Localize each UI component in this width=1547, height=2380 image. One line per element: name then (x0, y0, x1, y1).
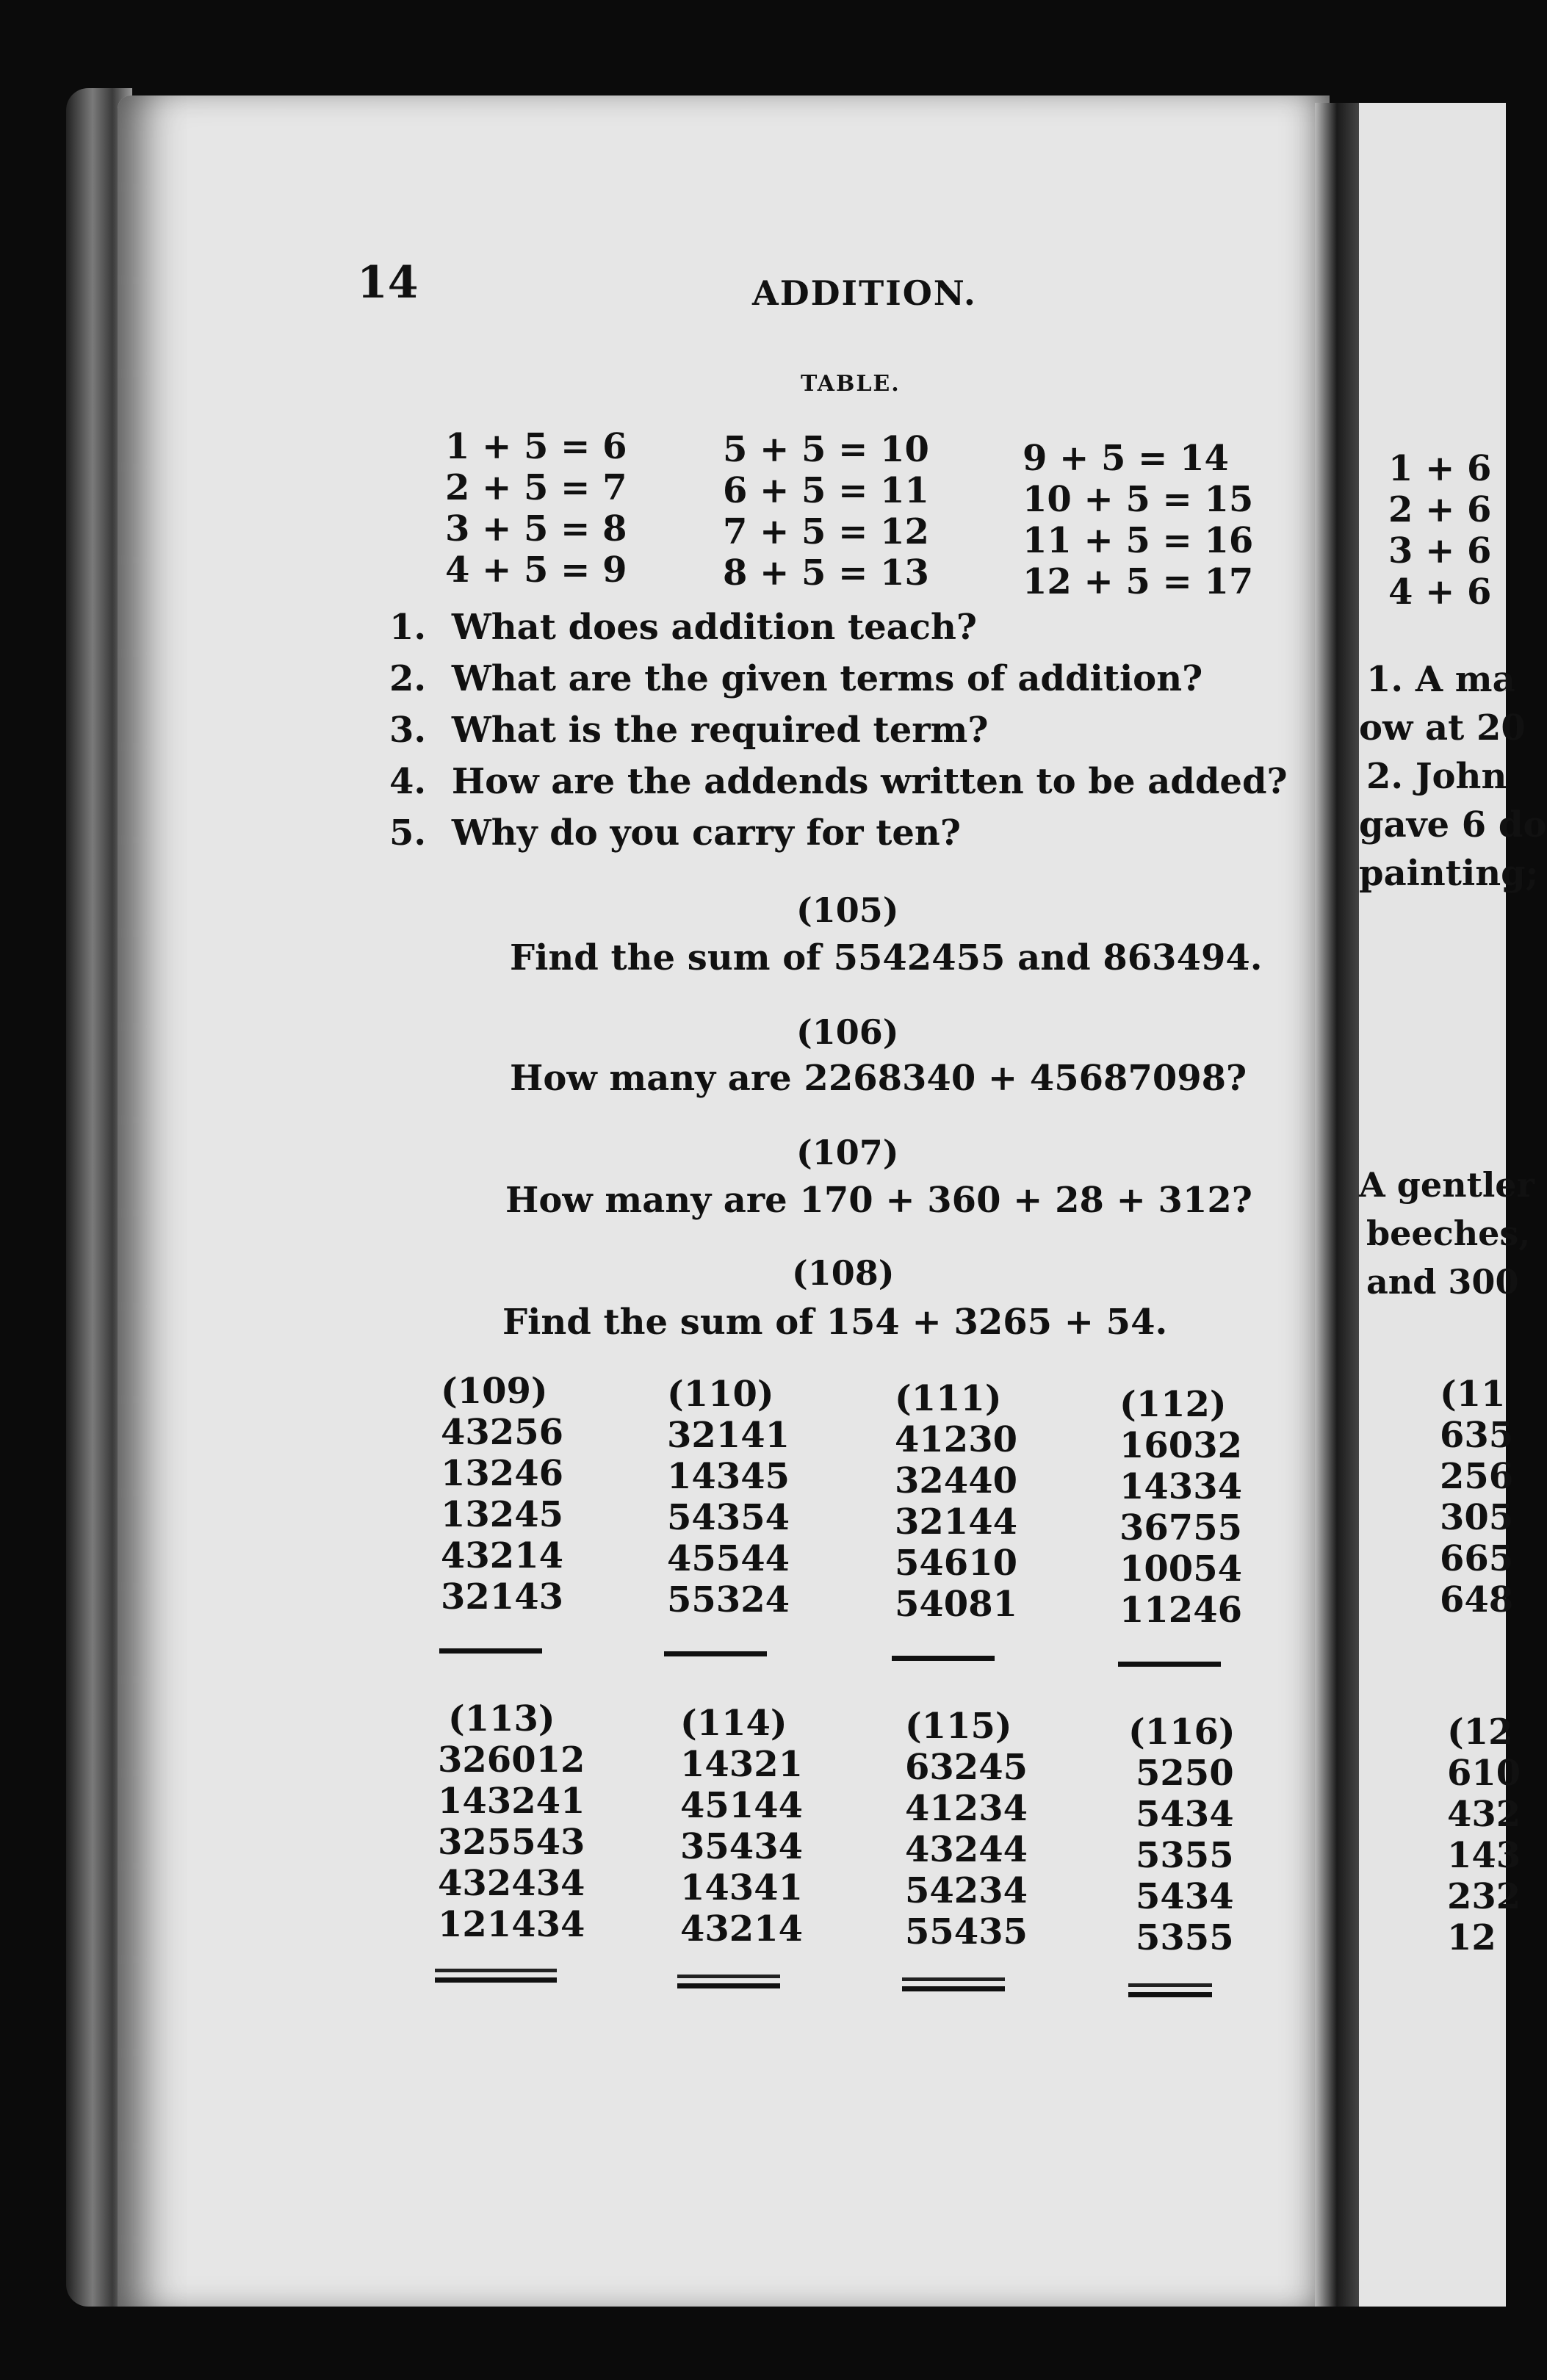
sum-rule (892, 1656, 995, 1661)
problem-number: (108) (792, 1253, 895, 1293)
question-4 (389, 761, 1288, 802)
addend: 54081 (895, 1584, 1017, 1625)
addend: 5250 (1136, 1753, 1234, 1794)
question-number: 3. (389, 710, 427, 751)
addend: 432434 (438, 1863, 585, 1904)
text-line: 1. A ma (1366, 659, 1515, 700)
question-2 (389, 658, 1202, 699)
table-cell: 7 + 5 = 12 (723, 511, 929, 552)
problem-number: (105) (796, 890, 899, 930)
problem-text: Find the sum of 154 + 3265 + 54. (502, 1302, 1168, 1343)
addend: 14341 (680, 1867, 803, 1908)
question-number: 4. (389, 761, 427, 802)
addend: 43214 (441, 1535, 563, 1576)
addend: 43256 (441, 1412, 563, 1453)
sum-rule (664, 1651, 767, 1656)
addend: 45144 (680, 1785, 803, 1826)
column-number: (116) (1128, 1712, 1236, 1753)
table-cell: 9 + 5 = 14 (1023, 438, 1229, 479)
page-number: 14 (357, 257, 419, 309)
table-column-2 (723, 429, 929, 594)
problem-text: How many are 2268340 + 45687098? (510, 1058, 1247, 1099)
problem-number: (106) (796, 1012, 899, 1052)
addend: 32141 (667, 1415, 790, 1456)
table-cell: 1 + 5 = 6 (445, 426, 627, 467)
text-line: beeches, (1366, 1214, 1531, 1253)
table-label: TABLE. (801, 371, 901, 397)
addend: 55324 (667, 1579, 790, 1620)
addend: 43214 (680, 1908, 803, 1950)
addend: 14321 (680, 1744, 803, 1785)
addend: 5355 (1136, 1917, 1234, 1958)
sum-rule (439, 1648, 542, 1654)
total-rule (902, 1977, 1005, 1991)
question-text: How are the addends written to be added? (451, 761, 1288, 802)
addend: 54234 (905, 1870, 1028, 1911)
addend: 143 (1447, 1835, 1521, 1876)
addend: 14345 (667, 1456, 790, 1497)
addend: 648 (1440, 1579, 1514, 1620)
table-column-3 (1023, 438, 1253, 602)
addend: 326012 (438, 1739, 585, 1781)
next-text (1359, 655, 1547, 898)
addend: 325543 (438, 1822, 585, 1863)
table-cell: 6 + 5 = 11 (723, 470, 929, 511)
total-rule (435, 1969, 557, 1983)
addend: 63245 (905, 1747, 1028, 1788)
table-cell: 12 + 5 = 17 (1023, 561, 1254, 602)
table-cell: 3 + 5 = 8 (445, 508, 627, 549)
addend: 305 (1440, 1497, 1514, 1538)
next-page-fragment (1359, 103, 1547, 2307)
table-cell: 2 + 5 = 7 (445, 467, 627, 508)
addend: 143241 (438, 1781, 585, 1822)
column-number: (111) (895, 1378, 1002, 1419)
column-number: (115) (905, 1706, 1012, 1747)
table-cell: 1 + 6 (1388, 448, 1492, 489)
text-line: painting; (1359, 853, 1539, 894)
question-3 (389, 710, 988, 751)
column-problem-114 (680, 1703, 803, 1950)
addend: 41230 (895, 1419, 1017, 1460)
column-problem-112 (1119, 1384, 1242, 1631)
column-problem-109 (441, 1371, 563, 1618)
sum-rule (1118, 1662, 1221, 1667)
addend: 32144 (895, 1501, 1017, 1543)
addend: 13245 (441, 1494, 563, 1535)
question-number: 2. (389, 658, 427, 699)
addend: 36755 (1119, 1507, 1242, 1548)
table-cell: 8 + 5 = 13 (723, 552, 929, 594)
addend: 665 (1440, 1538, 1514, 1579)
addend: 16032 (1119, 1425, 1242, 1466)
book-gutter (1315, 103, 1359, 2307)
table-cell: 5 + 5 = 10 (723, 429, 929, 470)
addend: 54354 (667, 1497, 790, 1538)
question-5 (389, 812, 961, 854)
addend: 55435 (905, 1911, 1028, 1952)
addend: 610 (1447, 1753, 1521, 1794)
problem-text: How many are 170 + 360 + 28 + 312? (505, 1180, 1252, 1221)
addend: 10054 (1119, 1548, 1242, 1590)
table-column-1 (445, 426, 627, 591)
column-number: (112) (1119, 1384, 1227, 1425)
table-cell: 2 + 6 (1388, 489, 1492, 530)
addend: 121434 (438, 1904, 585, 1945)
addend: 635 (1440, 1415, 1514, 1456)
addend: 5434 (1136, 1876, 1234, 1917)
column-problem-116 (1128, 1712, 1236, 1958)
addend: 41234 (905, 1788, 1028, 1829)
problem-number: (107) (796, 1133, 899, 1172)
column-problem-110 (667, 1374, 790, 1620)
addend: 5355 (1136, 1835, 1234, 1876)
addend: 45544 (667, 1538, 790, 1579)
next-text-2 (1359, 1161, 1535, 1306)
addend: 32143 (441, 1576, 563, 1618)
question-text: What are the given terms of addition? (451, 658, 1203, 699)
question-text: Why do you carry for ten? (451, 812, 961, 854)
page-title: ADDITION. (752, 273, 977, 313)
column-problem-113 (438, 1698, 585, 1945)
table-cell: 3 + 6 (1388, 530, 1492, 571)
addend: 256 (1440, 1456, 1514, 1497)
column-number: (113) (448, 1698, 555, 1739)
total-rule (1128, 1983, 1212, 1997)
next-column-a (1440, 1374, 1513, 1620)
question-text: What does addition teach? (451, 607, 978, 648)
question-text: What is the required term? (451, 710, 989, 751)
column-number: (11 (1440, 1374, 1506, 1415)
addend: 5434 (1136, 1794, 1234, 1835)
addend: 14334 (1119, 1466, 1242, 1507)
addend: 35434 (680, 1826, 803, 1867)
text-line: 2. John (1366, 756, 1507, 797)
addend: 432 (1447, 1794, 1521, 1835)
addend: 43244 (905, 1829, 1028, 1870)
next-column-b (1447, 1712, 1521, 1958)
question-1 (389, 607, 977, 648)
question-number: 5. (389, 812, 427, 854)
addend: 32440 (895, 1460, 1017, 1501)
table-cell: 11 + 5 = 16 (1023, 520, 1254, 561)
table-cell: 4 + 6 (1388, 571, 1492, 613)
column-problem-111 (895, 1378, 1017, 1625)
text-line: gave 6 do (1359, 804, 1547, 845)
text-line: ow at 20 (1359, 707, 1526, 749)
column-number: (12 (1447, 1712, 1513, 1753)
column-number: (114) (680, 1703, 787, 1744)
question-number: 1. (389, 607, 427, 648)
column-number: (109) (441, 1371, 548, 1412)
addend: 54610 (895, 1543, 1017, 1584)
next-table (1388, 448, 1491, 613)
addend: 232 (1447, 1876, 1521, 1917)
column-number: (110) (667, 1374, 774, 1415)
addend: 12 (1447, 1917, 1496, 1958)
text-line: and 300 (1366, 1262, 1519, 1302)
addend: 11246 (1119, 1590, 1242, 1631)
addend: 13246 (441, 1453, 563, 1494)
table-cell: 10 + 5 = 15 (1023, 479, 1254, 520)
problem-text: Find the sum of 5542455 and 863494. (510, 937, 1263, 978)
column-problem-115 (905, 1706, 1028, 1952)
total-rule (677, 1975, 780, 1988)
text-line: A gentler (1359, 1165, 1535, 1205)
table-cell: 4 + 5 = 9 (445, 549, 627, 591)
